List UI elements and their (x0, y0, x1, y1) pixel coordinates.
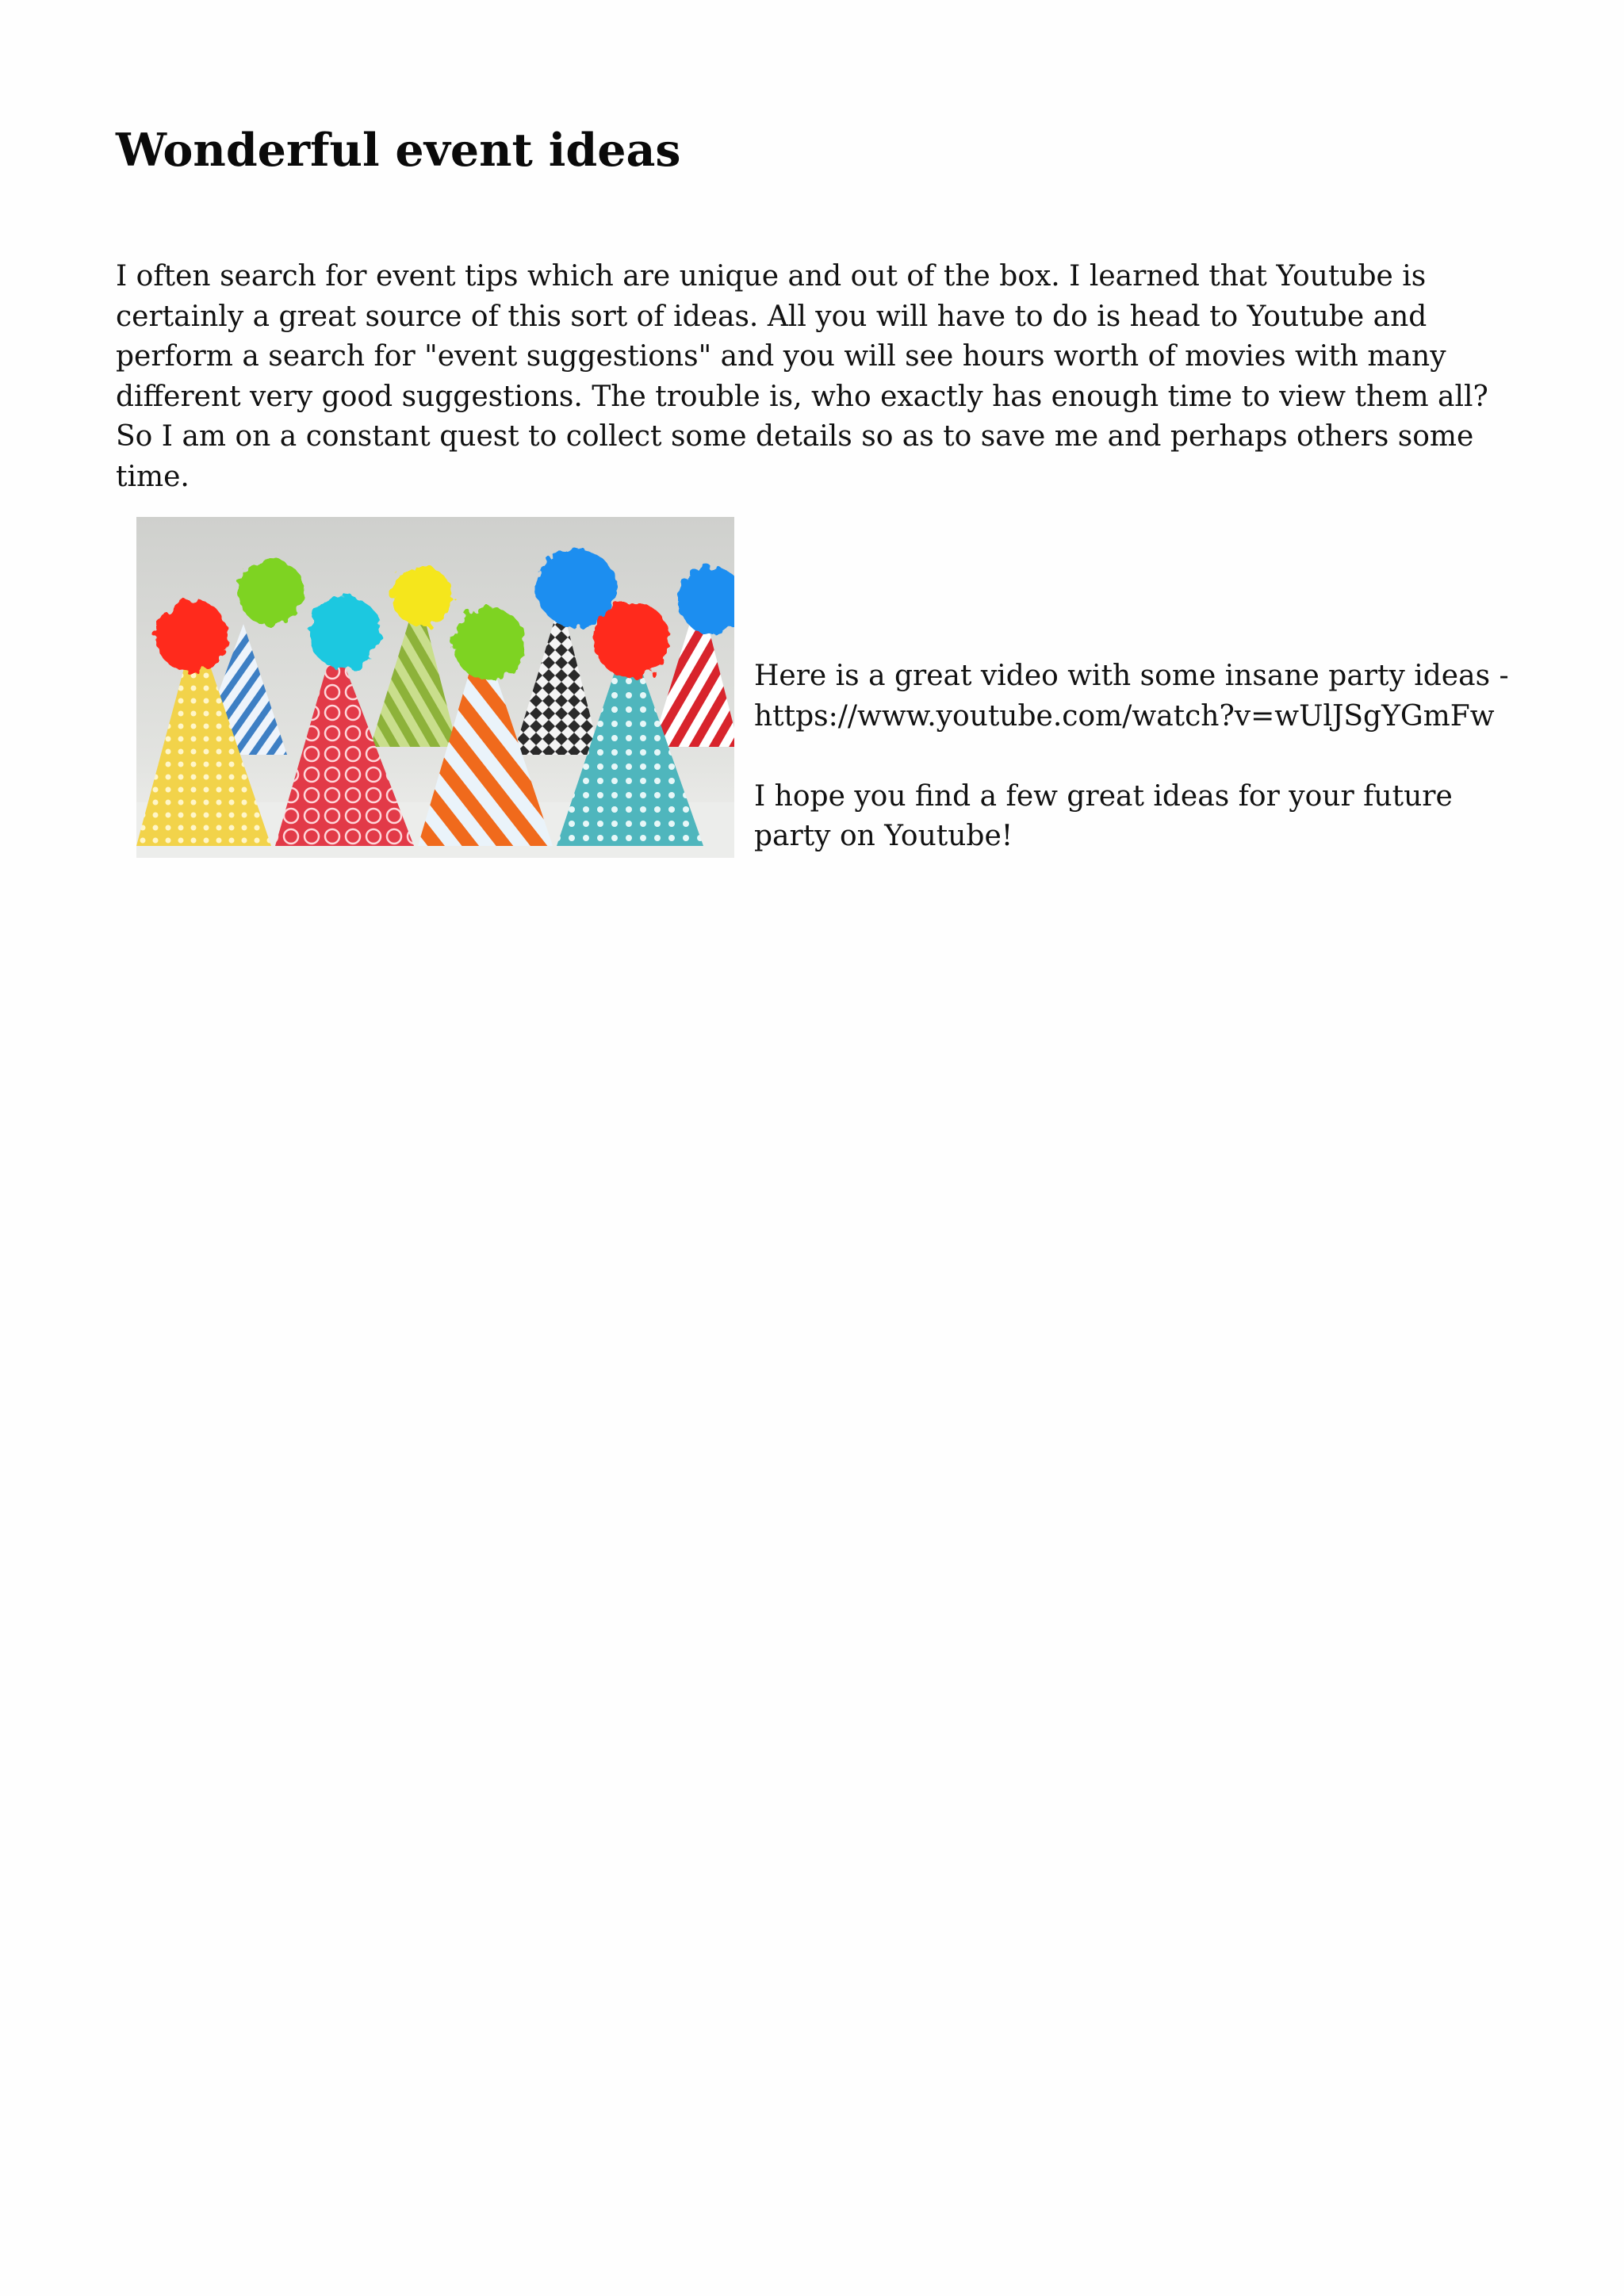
intro-paragraph: I often search for event tips which are unique and out of the box. I learned that Youtube is certainly a great source of this sort of ideas. All you will have to do is head to Youtube and perform a search for "event suggestions" and you will see hours worth of movies with many different very good suggestions. The trouble is, who exactly has enough time to view them all? So I am on a constant quest to collect some details so as to save me and perhaps others some time. (116, 260, 1488, 493)
video-link-paragraph: Here is a great video with some insane party ideas - https://www.youtube.com/watch?v=wUlJSgYGmFw (754, 660, 1509, 733)
page-title: Wonderful event ideas (116, 124, 681, 177)
paragraph-gap (754, 737, 1515, 777)
side-text (754, 656, 1515, 857)
closing-paragraph: I hope you find a few great ideas for your future party on Youtube! (754, 779, 1453, 852)
party-hats-photo (136, 517, 734, 858)
